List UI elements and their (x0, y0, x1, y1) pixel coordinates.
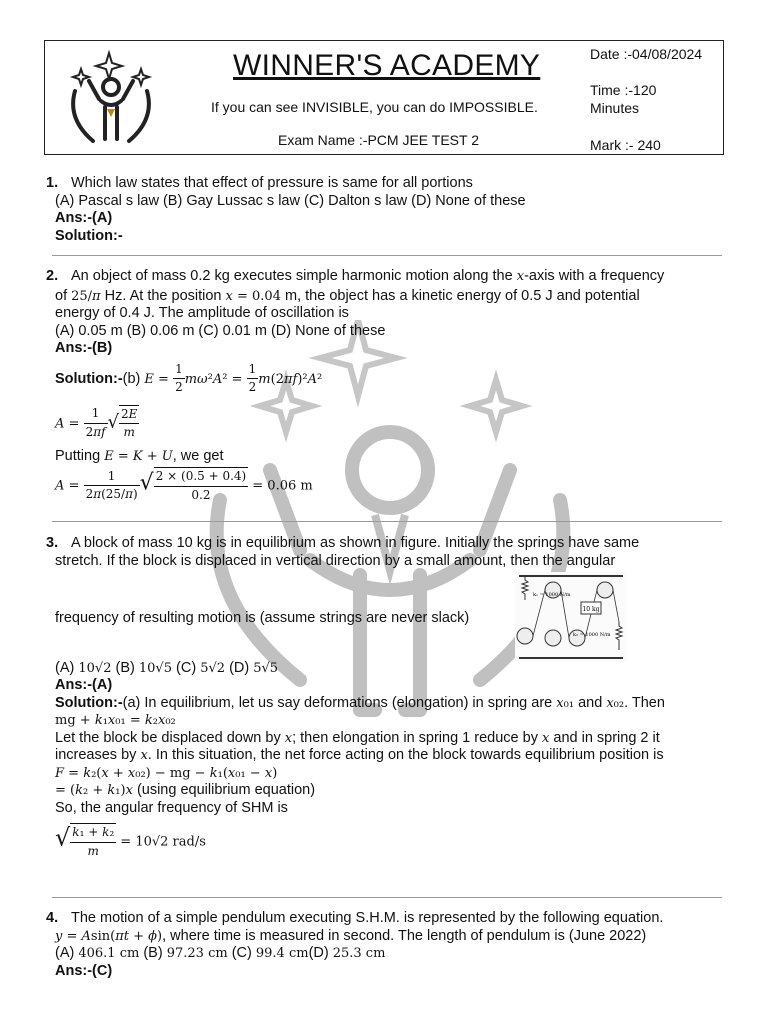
question-number: 4. (46, 910, 59, 926)
academy-title: WINNER'S ACADEMY (233, 49, 541, 82)
separator (52, 897, 722, 898)
answer: Ans:-(B) (55, 340, 113, 356)
question-options: (A) Pascal s law (B) Gay Lussac s law (C) Dalton s law (D) None of these (55, 192, 526, 209)
exam-name: Exam Name :-PCM JEE TEST 2 (278, 132, 479, 148)
academy-logo (51, 49, 171, 149)
figure-k1-label: k₁ = 1000 N/m (533, 592, 571, 598)
separator (52, 255, 722, 256)
question-text: An object of mass 0.2 kg executes simple harmonic motion along the x-axis with a frequency (71, 268, 665, 284)
question-number: 2. (46, 268, 59, 284)
solution-line: Solution:-(a) In equilibrium, let us say deformations (elongation) in spring are x₀₁ and x₀₂. Then (55, 694, 665, 711)
question-options: (A) 10√2 (B) 10√5 (C) 5√2 (D) 5√5 (55, 659, 279, 676)
question-text: y = Asin(πt + ϕ), where time is measured in second. The length of pendulum is (June 2022) (55, 927, 647, 944)
question-text: A block of mass 10 kg is in equilibrium as shown in figure. Initially the springs have same (71, 535, 640, 551)
question-text: stretch. If the block is displaced in vertical direction by a small amount, then the angular (55, 552, 616, 569)
question-number: 3. (46, 535, 59, 551)
answer: Ans:-(C) (55, 962, 113, 979)
answer: Ans:-(A) (55, 210, 113, 226)
figure-mass-label: 10 kg (582, 606, 600, 613)
question-2 (46, 268, 720, 504)
question-text: frequency of resulting motion is (assume strings are never slack) (55, 610, 470, 626)
solution-formula: = (k₂ + k₁)x (using equilibrium equation) (55, 782, 316, 798)
exam-time: Time :-120 Minutes (590, 82, 657, 116)
solution-formula: √ $\frac{\text{k₁ + k₂}}{m}$ = 10√2 rad/s (55, 823, 720, 860)
question-number: 1. (46, 175, 59, 191)
question-options: (A) 406.1 cm (B) 97.23 cm (C) 99.4 cm(D) 25.3 cm (55, 945, 386, 961)
solution-line: increases by x. In this situation, the net force acting on the block towards equilibrium position is (55, 747, 664, 763)
header-box (44, 40, 724, 155)
exam-mark: Mark :- 240 (590, 137, 661, 153)
question-1 (46, 175, 720, 245)
solution-formula: A = $\frac{1}{2\pi f}$ √ $\frac{2E}{m}$ (55, 405, 720, 442)
question-text: of 25/π Hz. At the position x = 0.04 m, the object has a kinetic energy of 0.5 J and potential (55, 287, 640, 304)
answer: Ans:-(A) (55, 677, 113, 693)
question-text: The motion of a simple pendulum executing S.H.M. is represented by the following equation. (71, 910, 664, 926)
solution-formula: F = k₂(x + x₀₂) − mg − k₁(x₀₁ − x) (55, 765, 278, 781)
question-text: energy of 0.4 J. The amplitude of oscillation is (55, 305, 349, 321)
academy-tagline: If you can see INVISIBLE, you can do IMPOSSIBLE. (211, 99, 538, 115)
solution-line: So, the angular frequency of SHM is (55, 799, 288, 816)
solution-line: Solution:-(b) E = $\frac{1}{2}$ mω²A² = $\frac{1}{2}$ m(2πf)²A² (55, 361, 323, 394)
question-text: Which law states that effect of pressure is same for all portions (71, 175, 473, 191)
question-4 (46, 910, 720, 980)
spring-pulley-figure (515, 572, 627, 662)
solution-line: Putting E = K + U, we get (55, 447, 224, 464)
question-options: (A) 0.05 m (B) 0.06 m (C) 0.01 m (D) None of these (55, 322, 386, 339)
exam-date: Date :-04/08/2024 (590, 46, 703, 62)
solution-line: Let the block be displaced down by x; then elongation in spring 1 reduce by x and in spring 2 it (55, 729, 660, 746)
solution-formula: A = $\frac{1}{2\pi(25/\pi)}$ √ $\frac{2 \times (0.5 + 0.4)}{0.2}$ = 0.06 m (55, 467, 720, 504)
solution-formula: mg + k₁x₀₁ = k₂x₀₂ (55, 713, 176, 728)
figure-k2-label: k₂ = 1000 N/m (573, 632, 611, 638)
solution-label: Solution:- (55, 227, 123, 244)
separator (52, 521, 722, 522)
